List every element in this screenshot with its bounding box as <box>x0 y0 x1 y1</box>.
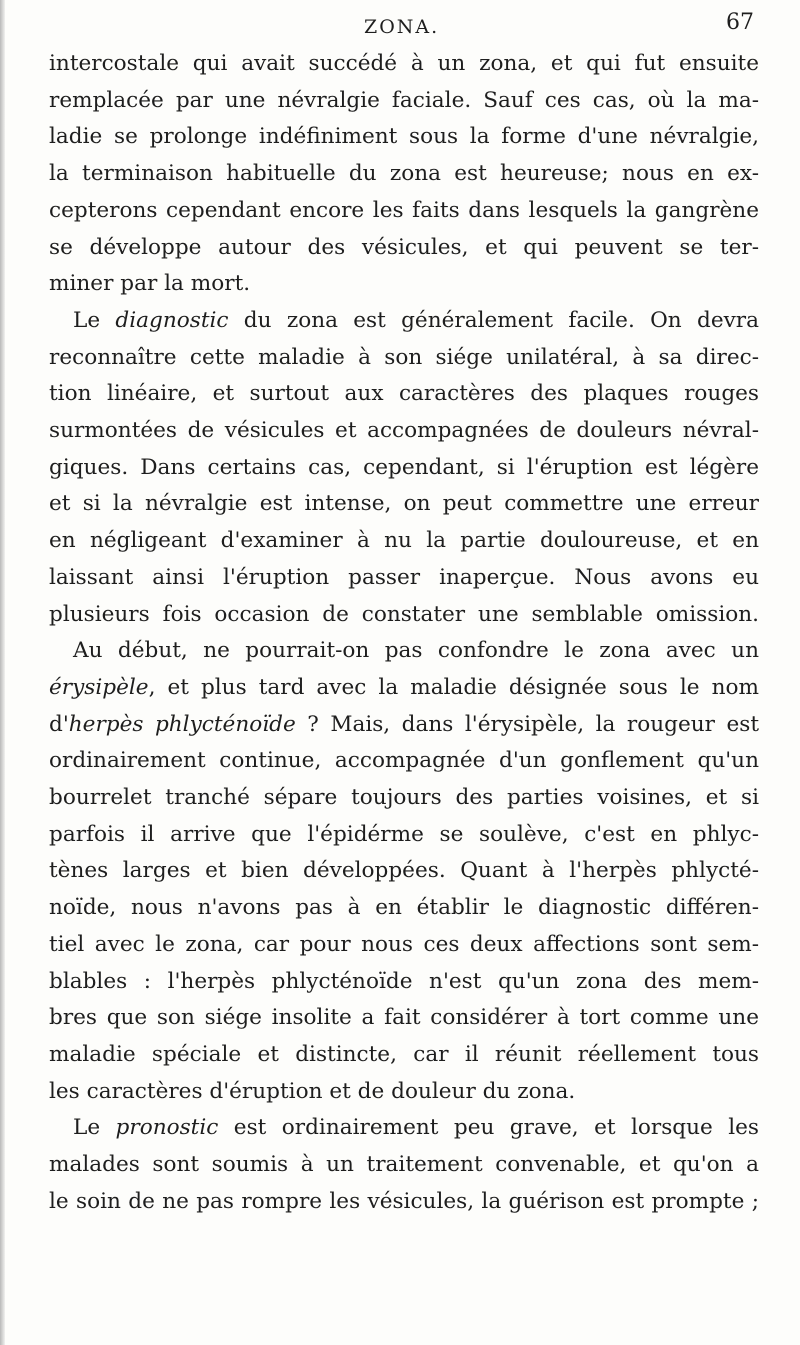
text-line <box>49 1000 759 1037</box>
text-run: Le <box>73 307 116 333</box>
text-line <box>49 817 759 854</box>
text-line <box>49 486 759 523</box>
text-line <box>49 707 759 744</box>
text-line <box>49 927 759 964</box>
text-run: ordinairement continue, accompagnée d'un gonflement qu'un <box>49 748 759 774</box>
text-run: noïde, nous n'avons pas à en établir le diagnostic différen- <box>49 895 759 921</box>
text-line <box>49 633 759 670</box>
italic-term: diagnostic <box>115 307 229 333</box>
text-line <box>49 597 759 634</box>
text-run: Le <box>73 1115 116 1141</box>
text-line <box>49 560 759 597</box>
text-line <box>49 523 759 560</box>
text-run: cepterons cependant encore les faits dans lesquels la gangrène <box>49 197 759 223</box>
text-run: blables : l'herpès phlycténoïde n'est qu'un zona des mem- <box>49 968 759 994</box>
text-run: bourrelet tranché sépare toujours des parties voisines, et si <box>49 785 759 811</box>
text-line <box>49 1074 759 1111</box>
text-line <box>49 890 759 927</box>
text-run: tènes larges et bien développées. Quant à l'herpès phlycté- <box>49 858 759 884</box>
text-run: bres que son siége insolite a fait considérer à tort comme une <box>49 1005 759 1031</box>
page-header <box>0 10 800 40</box>
text-line <box>49 376 759 413</box>
text-run: parfois il arrive que l'épidérme se soulève, c'est en phlyc- <box>49 821 759 847</box>
text-run: intercostale qui avait succédé à un zona, et qui fut ensuite <box>49 51 759 76</box>
text-run: laissant ainsi l'éruption passer inaperçue. Nous avons eu <box>49 564 759 590</box>
text-line <box>49 780 759 817</box>
text-run: miner par la mort. <box>49 271 251 297</box>
page-number: 67 <box>726 10 754 35</box>
text-line <box>49 450 759 487</box>
text-run: le soin de ne pas rompre les vésicules, la guérison est prompte ; <box>49 1188 759 1214</box>
text-run: tion linéaire, et surtout aux caractères des plaques rouges <box>49 381 759 407</box>
text-run: la terminaison habituelle du zona est heureuse; nous en ex- <box>49 161 759 187</box>
text-run: ? Mais, dans l'érysipèle, la rougeur est <box>295 711 760 737</box>
text-run: du zona est généralement facile. On devra <box>228 307 760 333</box>
text-line <box>49 156 759 193</box>
text-line <box>49 119 759 156</box>
text-run: Au début, ne pourrait-on pas confondre le zona avec un <box>73 638 759 664</box>
text-run: malades sont soumis à un traitement convenable, et qu'on a <box>49 1152 759 1178</box>
text-run: d' <box>49 711 69 737</box>
text-run: remplacée par une névralgie faciale. Sauf ces cas, où la ma- <box>49 87 759 113</box>
text-line <box>49 670 759 707</box>
text-run: en négligeant d'examiner à nu la partie douloureuse, et en <box>49 528 759 554</box>
body-text <box>49 46 759 1221</box>
italic-term: pronostic <box>115 1115 219 1141</box>
text-line <box>49 340 759 377</box>
text-line <box>49 83 759 120</box>
text-run: se développe autour des vésicules, et qui peuvent se ter- <box>49 234 759 260</box>
text-line <box>49 743 759 780</box>
italic-term: érysipèle <box>49 674 149 700</box>
text-run: reconnaître cette maladie à son siége unilatéral, à sa direc- <box>49 344 759 370</box>
text-run: giques. Dans certains cas, cependant, si l'éruption est légère <box>49 454 759 480</box>
italic-term: herpès phlycténoïde <box>68 711 296 737</box>
running-head: ZONA. <box>364 16 440 38</box>
text-line <box>49 266 759 303</box>
text-line <box>49 230 759 267</box>
text-line <box>49 193 759 230</box>
text-run: les caractères d'éruption et de douleur du zona. <box>49 1078 576 1104</box>
text-line <box>49 413 759 450</box>
text-run: , et plus tard avec la maladie désignée sous le nom <box>148 674 759 700</box>
text-run: surmontées de vésicules et accompagnées de douleurs névral- <box>49 418 759 444</box>
text-run: ladie se prolonge indéfiniment sous la forme d'une névralgie, <box>49 124 759 150</box>
text-line <box>49 1037 759 1074</box>
text-line <box>49 1184 759 1221</box>
text-run: maladie spéciale et distincte, car il réunit réellement tous <box>49 1041 759 1067</box>
page-edge-shadow <box>0 0 5 1345</box>
text-run: tiel avec le zona, car pour nous ces deux affections sont sem- <box>49 931 759 957</box>
text-run: est ordinairement peu grave, et lorsque les <box>218 1115 759 1141</box>
text-line <box>49 1110 759 1147</box>
text-line <box>49 853 759 890</box>
text-line <box>49 46 759 83</box>
text-line <box>49 303 759 340</box>
text-run: et si la névralgie est intense, on peut commettre une erreur <box>49 491 759 517</box>
text-run: plusieurs fois occasion de constater une semblable omission. <box>49 601 759 627</box>
text-line <box>49 1147 759 1184</box>
text-line <box>49 964 759 1001</box>
